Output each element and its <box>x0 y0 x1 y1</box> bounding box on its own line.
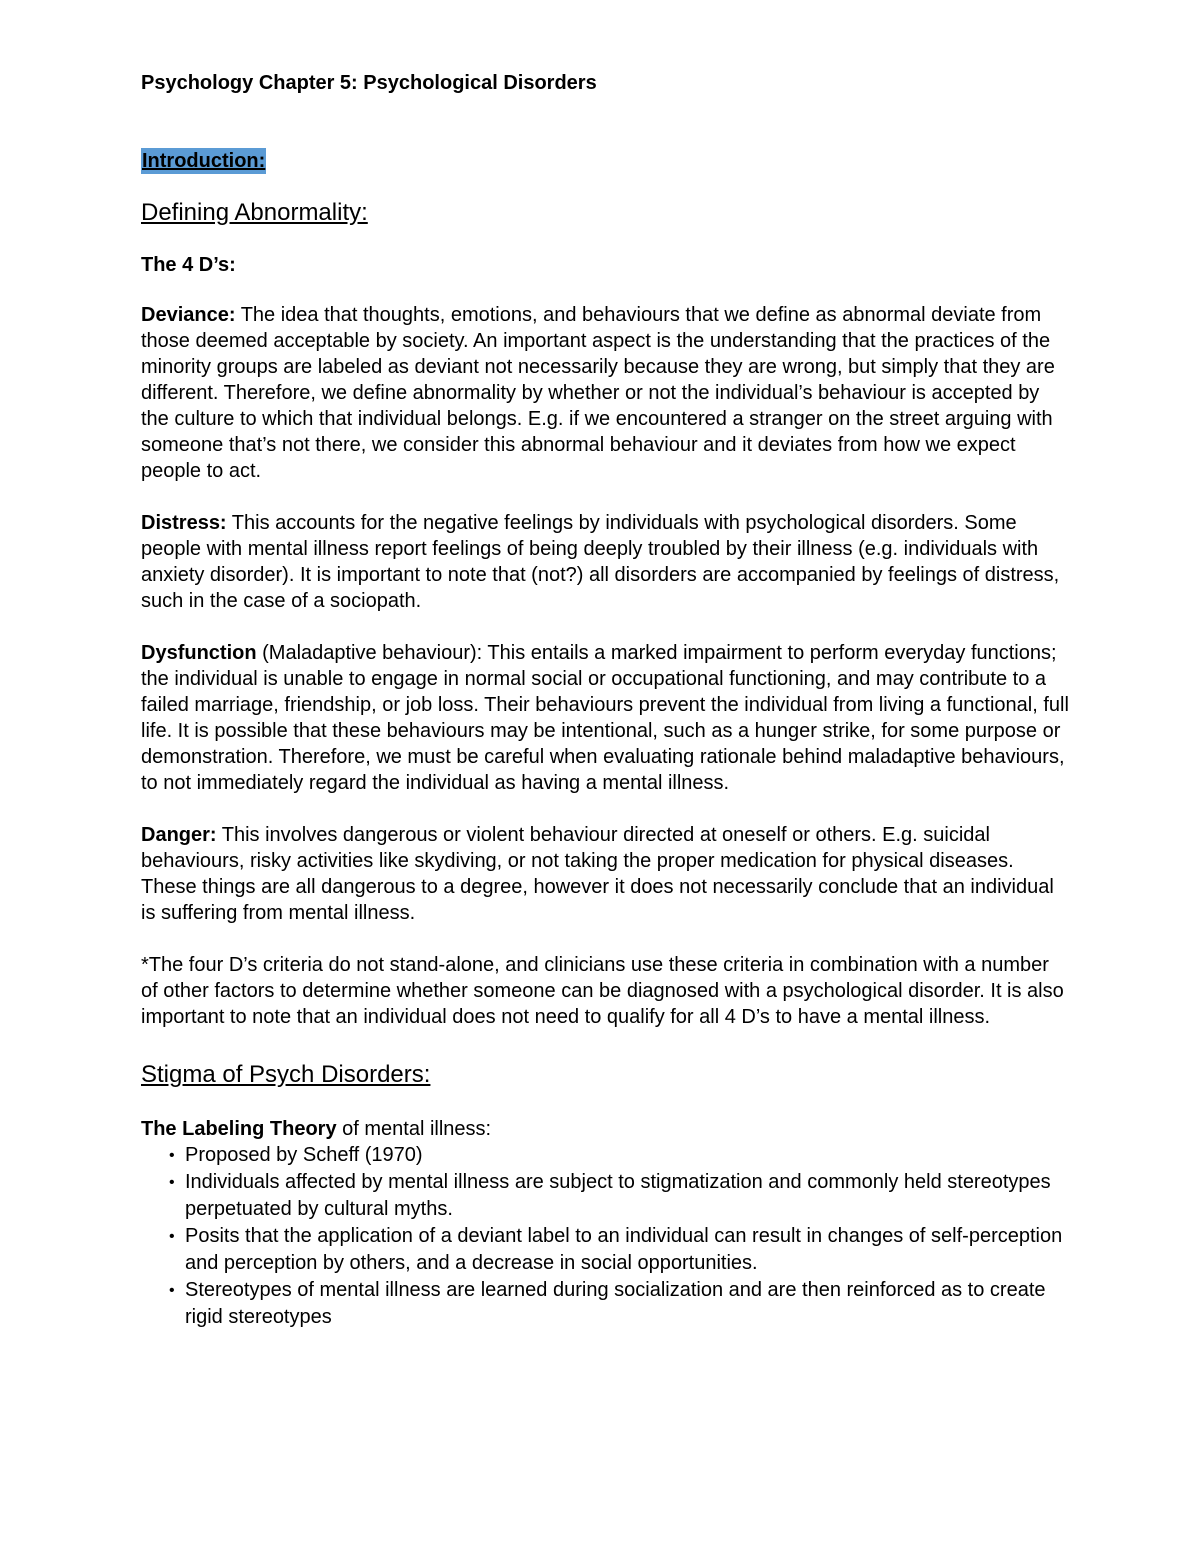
labeling-theory-list <box>141 1142 1071 1331</box>
term-dysfunction: Dysfunction <box>141 642 257 664</box>
list-item-text: Stereotypes of mental illness are learned during socialization and are then reinforced as to create rigid stereotypes <box>185 1279 1046 1328</box>
text-dysfunction: (Maladaptive behaviour): This entails a marked impairment to perform everyday functions; the individual is unable to engage in normal social or occupational functioning, and may contribute to a failed marriage, friendship, or job loss. Their behaviours prevent the individual from living a functional, full life. It is possible that these behaviours may be intentional, such as a hunger strike, for some purpose or demonstration. Therefore, we must be careful when evaluating rationale behind maladaptive behaviours, to not immediately regard the individual as having a mental illness. <box>141 642 1069 794</box>
term-labeling-theory: The Labeling Theory <box>141 1118 337 1140</box>
list-item-text: Posits that the application of a deviant label to an individual can result in changes of self-perception and perception by others, and a decrease in social opportunities. <box>185 1225 1063 1274</box>
list-item <box>141 1169 1071 1223</box>
section-heading-stigma: Stigma of Psych Disorders: <box>141 1061 431 1088</box>
bullet-icon: • <box>169 1147 175 1164</box>
list-item-text: Proposed by Scheff (1970) <box>185 1144 423 1166</box>
document-page <box>141 70 1071 1331</box>
labeling-theory-intro <box>141 1116 1071 1142</box>
paragraph-dysfunction <box>141 640 1071 796</box>
bullet-icon: • <box>169 1174 175 1191</box>
subheading-four-ds: The 4 D’s: <box>141 254 236 276</box>
bullet-icon: • <box>169 1282 175 1299</box>
document-title: Psychology Chapter 5: Psychological Disorders <box>141 72 597 94</box>
text-danger: This involves dangerous or violent behaviour directed at oneself or others. E.g. suicidal behaviours, risky activities like skydiving, or not taking the proper medication for physical diseases. These things are all dangerous to a degree, however it does not necessarily conclude that an individual is suffering from mental illness. <box>141 824 1054 924</box>
paragraph-deviance <box>141 302 1071 484</box>
list-item <box>141 1277 1071 1331</box>
labeling-theory-rest: of mental illness: <box>336 1118 492 1140</box>
term-deviance: Deviance: <box>141 304 236 326</box>
paragraph-distress <box>141 510 1071 614</box>
term-distress: Distress: <box>141 512 227 534</box>
list-item <box>141 1223 1071 1277</box>
text-deviance: The idea that thoughts, emotions, and behaviours that we define as abnormal deviate from those deemed acceptable by society. An important aspect is the understanding that the practices of the minority groups are labeled as deviant not necessarily because they are wrong, but simply that they are different. Therefore, we define abnormality by whether or not the individual’s behaviour is accepted by the culture to which that individual belongs. E.g. if we encountered a stranger on the street arguing with someone that’s not there, we consider this abnormal behaviour and it deviates from how we expect people to act. <box>141 304 1055 482</box>
section-heading-defining-abnormality: Defining Abnormality: <box>141 199 368 226</box>
paragraph-note: *The four D’s criteria do not stand-alone, and clinicians use these criteria in combination with a number of other factors to determine whether someone can be diagnosed with a psychological disorder. It is also important to note that an individual does not need to qualify for all 4 D’s to have a mental illness. <box>141 954 1064 1028</box>
list-item <box>141 1142 1071 1169</box>
paragraph-danger <box>141 822 1071 926</box>
bullet-icon: • <box>169 1228 175 1245</box>
text-distress: This accounts for the negative feelings by individuals with psychological disorders. Some people with mental illness report feelings of being deeply troubled by their illness (e.g. individuals with anxiety disorder). It is important to note that (not?) all disorders are accompanied by feelings of distress, such in the case of a sociopath. <box>141 512 1060 612</box>
introduction-label: Introduction: <box>142 150 266 172</box>
term-danger: Danger: <box>141 824 217 846</box>
list-item-text: Individuals affected by mental illness are subject to stigmatization and commonly held stereotypes perpetuated by cultural myths. <box>185 1171 1051 1220</box>
